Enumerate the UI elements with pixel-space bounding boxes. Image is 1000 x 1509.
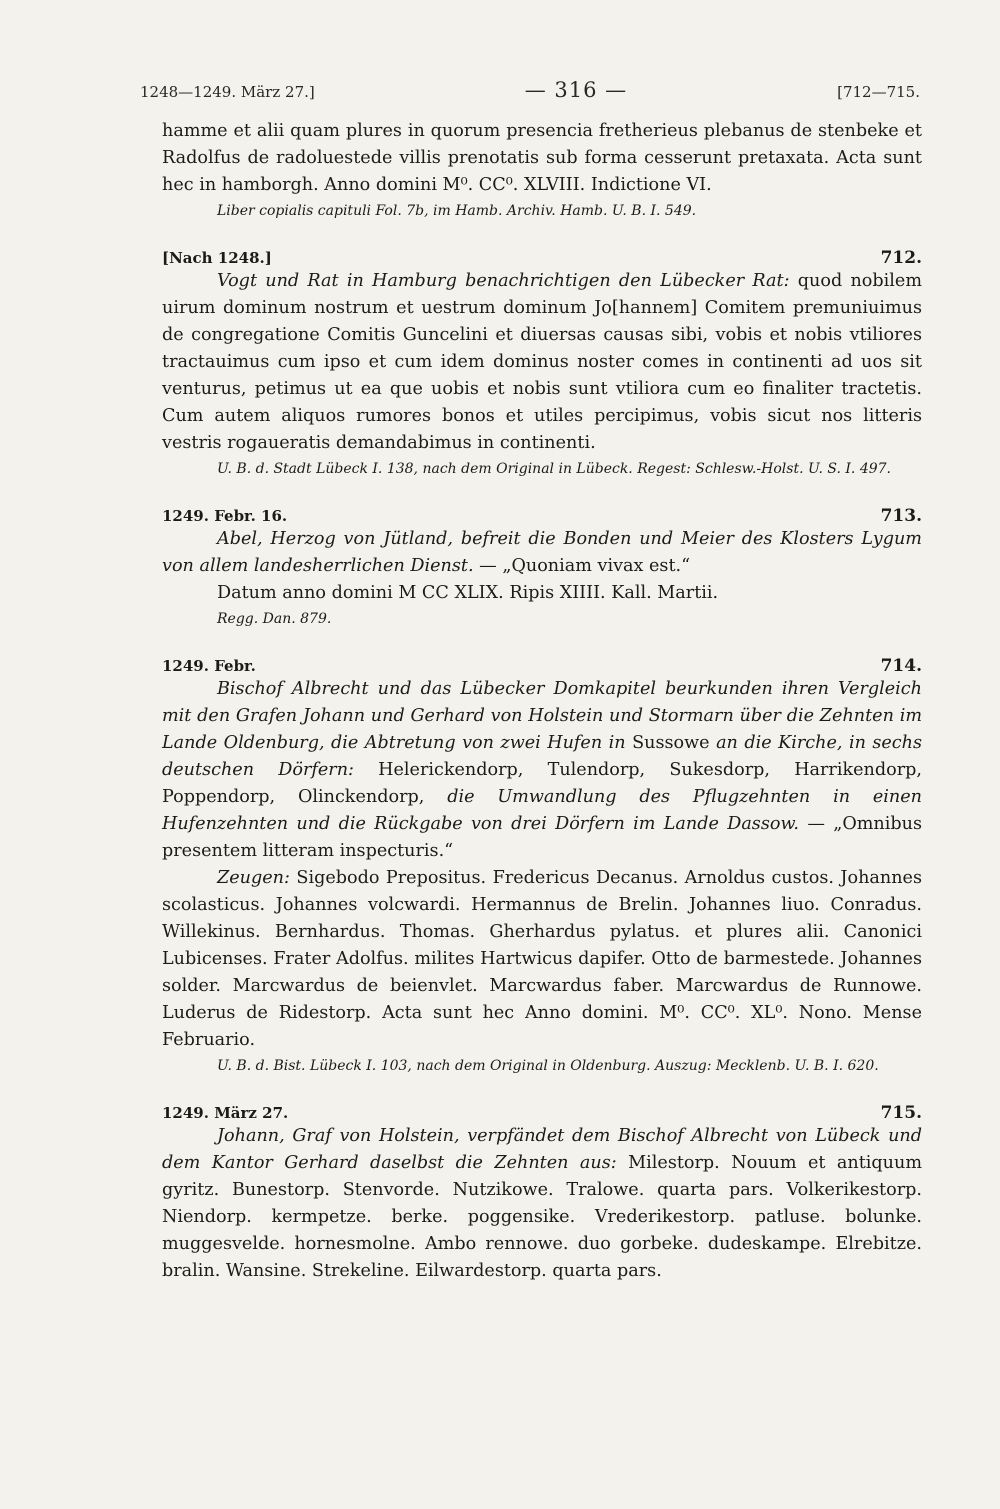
entry-715 xyxy=(162,1103,922,1285)
entry-header xyxy=(162,506,922,526)
entry-place: Sussowe xyxy=(632,733,710,753)
entry-body xyxy=(162,268,922,457)
entry-number: 712. xyxy=(880,248,922,268)
entry-summary: Abel, Herzog von Jütland, befreit die Bonden und Meier des Klosters Lygum von allem landesherrlichen Dienst. xyxy=(162,529,922,576)
entry-header xyxy=(162,1103,922,1123)
entry-dating: Datum anno domini M CC XLIX. Ripis XIIII. Kall. Martii. xyxy=(217,583,719,603)
entry-header xyxy=(162,656,922,676)
entry-incipit: — „Omnibus presentem litteram inspecturis.“ xyxy=(162,814,923,861)
intro-text: hamme et alii quam plures in quorum presencia fretherieus plebanus de stenbeke et Radolfus de radoluestede villis prenotatis sub forma cesserunt pretaxata. Acta sunt hec in hamborgh. Anno domini M⁰. CC⁰. XLVIII. Indictione VI. xyxy=(162,121,922,195)
entry-number: 713. xyxy=(880,506,922,526)
intro-source: Liber copialis capituli Fol. 7b, im Hamb. Archiv. Hamb. U. B. I. 549. xyxy=(217,203,697,219)
entry-summary-end: die Umwandlung des Pflugzehnten in einen Hufenzehnten und die Rückgabe von drei Dörfern im Lande Dassow. xyxy=(162,787,922,834)
entry-date: 1249. Febr. xyxy=(162,657,256,675)
entry-incipit: — „Quoniam vivax est.“ xyxy=(479,556,691,576)
entry-text: quod nobilem uirum dominum nostrum et uestrum dominum Jo[hannem] Comitem premuniuimus de congregatione Comitis Guncelini et diuersas causas sibi, vobis et nobis vtiliores tractauimus cum ipso et cum idem dominus noster comes in continenti ad uos sit venturus, petimus ut ea que uobis et nobis sunt vtiliora cum eo finaliter tractetis. Cum autem aliquos rumores bonos et utiles percipimus, vobis sicut nos litteris vestris rogaueratis demandabimus in continenti. xyxy=(162,271,923,453)
entry-date: 1249. Febr. 16. xyxy=(162,507,288,525)
entry-summary: Bischof Albrecht und das Lübecker Domkapitel beurkunden ihren Vergleich mit den Grafen Johann und Gerhard von Holstein und Stormarn über die Zehnten im Lande Oldenburg, die Abtretung von zwei Hufen in xyxy=(162,679,922,753)
entry-body xyxy=(162,1123,922,1285)
header-date-range: 1248—1249. März 27.] xyxy=(140,83,315,101)
entry-summary: Johann, Graf von Holstein, verpfändet dem Bischof Albrecht von Lübeck und dem Kantor Gerhard daselbst die Zehnten aus: xyxy=(162,1126,922,1173)
entry-witnesses-paragraph xyxy=(162,865,922,1054)
entry-text: Milestorp. Nouum et antiquum gyritz. Bunestorp. Stenvorde. Nutzikowe. Tralowe. quarta pars. Volkerikestorp. Niendorp. kermpetze. berke. poggensike. Vrederikestorp. patluse. bolunke. muggesvelde. hornesmolne. Ambo rennowe. duo gorbeke. dudeskampe. Elrebitze. bralin. Wansine. Strekeline. Eilwardestorp. quarta pars. xyxy=(162,1153,922,1281)
page-content xyxy=(162,118,922,1285)
entry-714 xyxy=(162,656,922,1077)
entry-summary-continued: an die Kirche, in sechs deutschen Dörfern: xyxy=(162,733,923,780)
entry-source: U. B. d. Bist. Lübeck I. 103, nach dem Original in Oldenburg. Auszug: Mecklenb. U. B. I. 620. xyxy=(217,1058,879,1074)
entry-date: [Nach 1248.] xyxy=(162,249,272,267)
entry-source: U. B. d. Stadt Lübeck I. 138, nach dem Original in Lübeck. Regest: Schlesw.-Holst. U. S. I. 497. xyxy=(217,461,891,477)
witness-list: Sigebodo Prepositus. Fredericus Decanus. Arnoldus custos. Johannes scolasticus. Johannes volcwardi. Hermannus de Brelin. Johannes liuo. Conradus. Willekinus. Bernhardus. Thomas. Gherhardus pylatus. et plures alii. Canonici Lubicenses. Frater Adolfus. milites Hartwicus dapifer. Otto de barmestede. Johannes solder. Marcwardus de beienvlet. Marcwardus faber. Marcwardus de Runnowe. Luderus de Ridestorp. Acta sunt hec Anno domini. M⁰. CC⁰. XL⁰. Nono. Mense Februario. xyxy=(162,868,922,1050)
entry-number: 715. xyxy=(880,1103,922,1123)
running-header xyxy=(140,78,920,102)
entry-source: Regg. Dan. 879. xyxy=(217,611,332,627)
entry-header xyxy=(162,248,922,268)
entry-body xyxy=(162,526,922,580)
witness-label: Zeugen: xyxy=(217,868,290,888)
entry-713 xyxy=(162,506,922,630)
entry-body xyxy=(162,676,922,865)
entry-summary: Vogt und Rat in Hamburg benachrichtigen den Lübecker Rat: xyxy=(217,271,790,291)
entry-number: 714. xyxy=(880,656,922,676)
entry-712 xyxy=(162,248,922,480)
intro-continuation xyxy=(162,118,922,222)
entry-villages: Helerickendorp, Tulendorp, Sukesdorp, Harrikendorp, Poppendorp, Olinckendorp, xyxy=(162,760,922,807)
header-document-range: [712—715. xyxy=(837,83,920,101)
entry-date: 1249. März 27. xyxy=(162,1104,289,1122)
page-number: — 316 — xyxy=(524,78,628,102)
